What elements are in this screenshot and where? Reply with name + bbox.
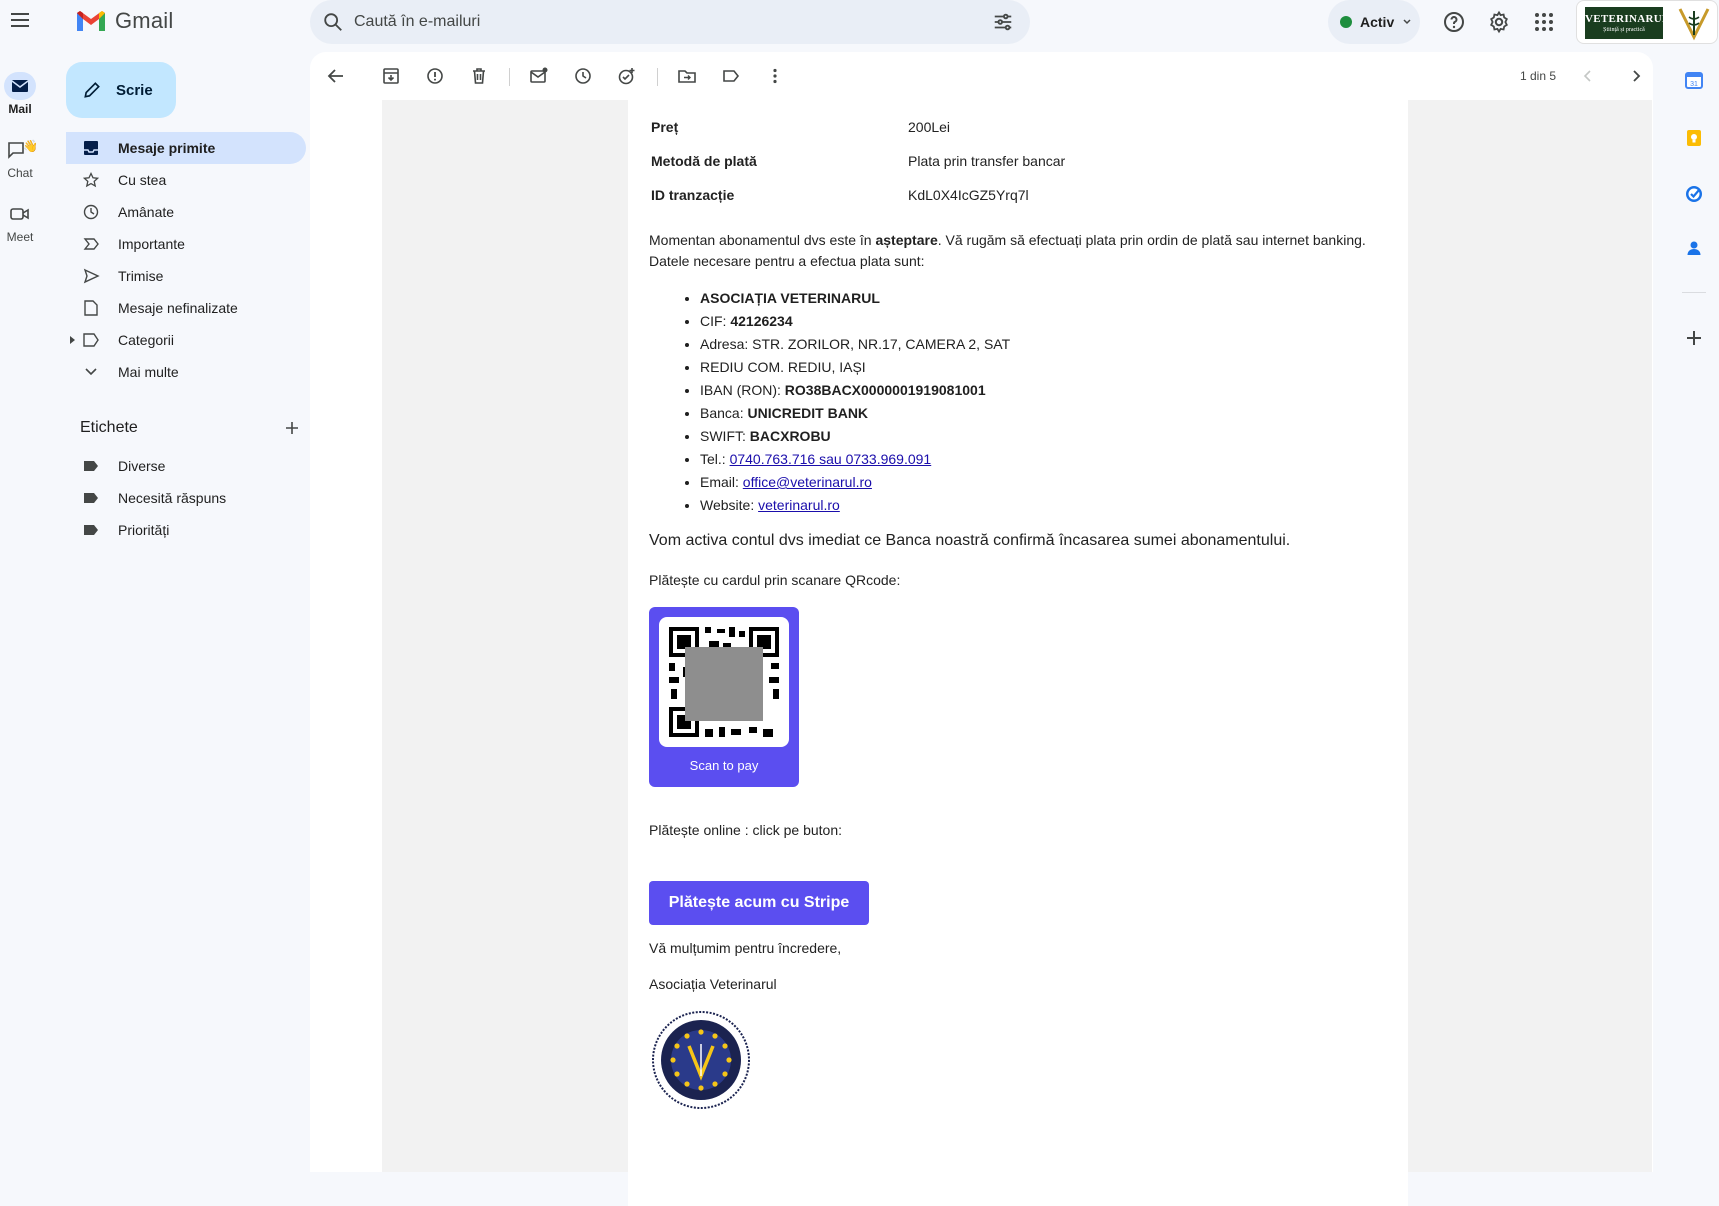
clock-icon: [82, 203, 100, 221]
stripe-pay-button[interactable]: Plătește acum cu Stripe: [649, 881, 869, 925]
compose-label: Scrie: [116, 81, 153, 99]
activation-note: Vom activa contul dvs imediat ce Banca noastră confirmă încasarea sumei abonamentului.: [649, 532, 1291, 549]
sidebar-item-inbox[interactable]: [66, 132, 306, 164]
sidebar-item-more[interactable]: [66, 356, 306, 388]
avatar[interactable]: [1677, 5, 1711, 41]
organization-logo: [1585, 7, 1670, 39]
label-item-text: Necesită răspuns: [118, 490, 227, 506]
chevron-down-icon: [1402, 17, 1412, 27]
swift-value: BACXROBU: [749, 428, 831, 444]
label-item-text: Priorități: [118, 522, 170, 538]
mark-unread-icon[interactable]: [529, 66, 549, 86]
label-item-needs-reply[interactable]: [66, 482, 306, 514]
sidebar-item-label: Mesaje primite: [118, 140, 216, 156]
sidebar-item-snoozed[interactable]: [66, 196, 306, 228]
online-pay-prompt: Plătește online : click pe buton:: [649, 822, 843, 838]
sidebar-item-label: Cu stea: [118, 172, 167, 188]
star-icon: [82, 171, 100, 189]
chevron-down-icon: [82, 363, 100, 381]
more-vertical-icon[interactable]: [765, 66, 785, 86]
sidebar-item-starred[interactable]: [66, 164, 306, 196]
search-bar: [310, 0, 1030, 44]
list-item: [700, 494, 1380, 517]
list-item: [700, 402, 1380, 425]
message-view: [310, 52, 1653, 1172]
label-item-diverse[interactable]: [66, 450, 306, 482]
gmail-m-icon: [75, 9, 107, 33]
qr-prompt: Plătește cu cardul prin scanare QRcode:: [649, 572, 901, 588]
chat-icon: [7, 139, 38, 161]
sidebar-item-label: Mesaje nefinalizate: [118, 300, 238, 316]
list-item: [700, 448, 1380, 471]
pencil-icon: [82, 80, 102, 100]
add-task-icon[interactable]: [617, 66, 637, 86]
label-as-icon[interactable]: [721, 66, 741, 86]
pagination-text: 1 din 5: [1520, 69, 1557, 83]
intro-text-b: . Vă rugăm să efectuați plata prin ordin de plată sau internet banking.: [937, 232, 1366, 248]
cif-label: CIF:: [700, 313, 731, 329]
app-name: Gmail: [115, 8, 174, 33]
labels-title: Etichete: [80, 419, 138, 436]
qr-code: [659, 617, 789, 747]
logo-sub-text: Știință și practică: [1603, 27, 1645, 33]
sidebar-item-label: Mai multe: [118, 364, 179, 380]
label-item-priorities[interactable]: [66, 514, 306, 546]
address-line-2: REDIU COM. REDIU, IAȘI: [700, 359, 866, 375]
rail-item-label: Meet: [6, 230, 34, 244]
search-icon[interactable]: [322, 11, 344, 33]
previous-chevron-icon[interactable]: [1578, 66, 1598, 86]
rail-item-meet[interactable]: [0, 200, 40, 244]
rail-item-chat[interactable]: [0, 136, 40, 180]
side-panel-rail: [1668, 56, 1719, 1172]
label-filled-icon: [82, 489, 100, 507]
swift-label: SWIFT:: [700, 428, 750, 444]
sidebar-item-important[interactable]: [66, 228, 306, 260]
payment-method-label: Metodă de plată: [651, 153, 757, 169]
address-line-1: Adresa: STR. ZORILOR, NR.17, CAMERA 2, SAT: [700, 336, 1011, 352]
rail-item-mail[interactable]: [0, 72, 40, 116]
app-rail: [0, 56, 54, 1172]
rail-divider: [1682, 292, 1706, 293]
trash-icon[interactable]: [469, 66, 489, 86]
status-label: Activ: [1360, 14, 1395, 30]
back-arrow-icon[interactable]: [326, 66, 346, 86]
intro-text-line2: Datele necesare pentru a efectua plata sunt:: [649, 253, 925, 269]
toolbar-divider: [509, 68, 510, 86]
account-switcher[interactable]: [1576, 0, 1718, 44]
sidebar-item-label: Importante: [118, 236, 185, 252]
label-item-text: Diverse: [118, 458, 166, 474]
label-filled-icon: [82, 457, 100, 475]
list-item: [700, 333, 1380, 356]
sidebar-item-drafts[interactable]: [66, 292, 306, 324]
org-name: ASOCIAȚIA VETERINARUL: [700, 290, 880, 306]
compose-button[interactable]: [66, 62, 176, 118]
contacts-icon[interactable]: [1684, 238, 1704, 258]
sidebar-item-label: Amânate: [118, 204, 175, 220]
organization-seal: [651, 1010, 751, 1110]
qr-code-icon: [659, 617, 789, 747]
intro-text-a: Momentan abonamentul dvs este în: [649, 232, 876, 248]
sidebar-item-label: Trimise: [118, 268, 164, 284]
help-icon[interactable]: [1442, 10, 1466, 34]
labels-header: [80, 414, 300, 442]
bank-label: Banca:: [700, 405, 748, 421]
send-icon: [82, 267, 100, 285]
list-item: [700, 287, 1380, 310]
gmail-logo[interactable]: [75, 8, 173, 34]
keep-icon[interactable]: [1684, 128, 1704, 148]
labels-list: [66, 450, 306, 546]
toolbar-divider: [657, 68, 658, 86]
inbox-icon: [82, 139, 100, 157]
website-link[interactable]: veterinarul.ro: [758, 497, 840, 513]
search-options-icon[interactable]: [992, 11, 1014, 33]
report-spam-icon[interactable]: [425, 66, 445, 86]
search-input[interactable]: [354, 0, 954, 44]
rail-item-label: Chat: [7, 166, 33, 180]
payment-method-value: Plata prin transfer bancar: [908, 153, 1066, 169]
qr-caption: Scan to pay: [689, 758, 759, 773]
apps-grid-icon[interactable]: [1532, 10, 1556, 34]
add-label-icon[interactable]: [284, 420, 300, 436]
email-link[interactable]: office@veterinarul.ro: [742, 474, 872, 490]
bank-value: UNICREDIT BANK: [747, 405, 869, 421]
expand-caret-icon[interactable]: [70, 336, 75, 344]
gear-icon[interactable]: [1487, 10, 1511, 34]
logo-main-text: VETERINARUL: [1585, 13, 1670, 25]
signature-text: Asociația Veterinarul: [649, 976, 777, 992]
email-label: Email:: [700, 474, 743, 490]
important-icon: [82, 235, 100, 253]
cif-value: 42126234: [730, 313, 793, 329]
mail-icon: [11, 79, 29, 93]
list-item: [700, 356, 1380, 379]
rail-item-label: Mail: [8, 102, 32, 116]
next-chevron-icon[interactable]: [1626, 66, 1646, 86]
main-menu-icon[interactable]: [8, 8, 32, 32]
draft-icon: [82, 299, 100, 317]
qr-pay-card[interactable]: [649, 607, 799, 787]
add-addon-icon[interactable]: [1684, 328, 1704, 348]
list-item: [700, 425, 1380, 448]
price-value: 200Lei: [908, 119, 951, 135]
label-icon: [82, 331, 100, 349]
sidebar-item-categories[interactable]: [66, 324, 306, 356]
list-item: [700, 310, 1380, 333]
snooze-icon[interactable]: [573, 66, 593, 86]
svg-text:31: 31: [1690, 81, 1698, 88]
status-selector[interactable]: [1328, 0, 1420, 44]
tasks-icon[interactable]: [1684, 184, 1704, 204]
seal-logo-icon: [651, 1010, 751, 1110]
sidebar-nav: [66, 132, 306, 388]
sidebar-item-sent[interactable]: [66, 260, 306, 292]
archive-icon[interactable]: [381, 66, 401, 86]
iban-label: IBAN (RON):: [700, 382, 785, 398]
sidebar-item-label: Categorii: [118, 332, 175, 348]
list-item: [700, 471, 1380, 494]
video-icon: [10, 207, 30, 221]
intro-text-bold: așteptare: [875, 232, 938, 248]
move-to-icon[interactable]: [677, 66, 697, 86]
top-bar: [0, 0, 1719, 48]
svg-text:👋: 👋: [23, 139, 38, 153]
status-dot: [1340, 16, 1352, 28]
price-label: Preț: [651, 119, 679, 135]
intro-paragraph: [649, 230, 1409, 272]
label-filled-icon: [82, 521, 100, 539]
thanks-text: Vă mulțumim pentru încredere,: [649, 940, 842, 956]
phone-label: Tel.:: [700, 451, 730, 467]
calendar-icon[interactable]: [1684, 70, 1704, 90]
iban-value: RO38BACX0000001919081001: [784, 382, 986, 398]
list-item: [700, 379, 1380, 402]
website-label: Website:: [700, 497, 759, 513]
transaction-id-label: ID tranzacție: [651, 187, 735, 203]
phone-link[interactable]: 0740.763.716 sau 0733.969.091: [729, 451, 932, 467]
bank-details-list: [680, 287, 1380, 517]
transaction-id-value: KdL0X4IcGZ5Yrq7l: [908, 187, 1029, 203]
